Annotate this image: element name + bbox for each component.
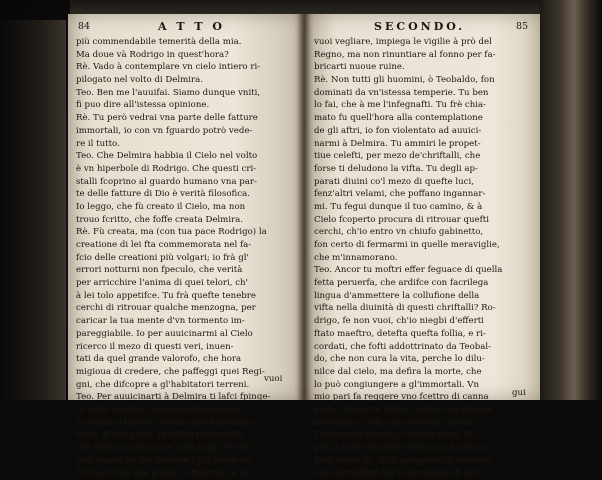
- text-line: de gli aftri, io fon violentato ad auuici-: [314, 125, 482, 136]
- text-line: te delle fatture di Dio è verità filosofica.: [76, 189, 250, 200]
- left-page: [68, 14, 304, 479]
- text-line: Torna, torna alle piume, ò Rodrigo, e fe: [76, 468, 248, 479]
- text-line: ftato maeftro, detefta quefta follia, e ri-: [314, 328, 486, 339]
- text-line: mato fu quell'hora alla contemplatione: [314, 113, 483, 124]
- text-line: caricar la tua mente d'vn tormento im-: [76, 316, 245, 327]
- text-line: à lei tolo appetifce. Tu frà quefte tenebre: [76, 290, 256, 301]
- text-line: cerchi, ch'io entro vn chiufo gabinetto,: [314, 227, 484, 238]
- text-line: lingua d'ammettere la collufione della: [314, 290, 480, 301]
- text-line: quei miracoli, ch'in paragone di Delmira,: [314, 455, 493, 466]
- text-line: narmi à Delmira. Tu ammiri le propet-: [314, 138, 481, 149]
- left-catchword: vuoi: [264, 374, 283, 384]
- text-line: fcio delle creationi più volgari; io frà gl': [76, 252, 249, 263]
- text-line: fetta peruerfa, che ardifce con facrilega: [314, 278, 489, 289]
- text-line: le ftanze d'Inferno, troua ogni fua delitia: [76, 417, 254, 428]
- text-line: vifta nella diuinità di questi chriftalli? Ro-: [314, 303, 496, 314]
- text-line: fi puo dire all'istessa opinione.: [76, 100, 210, 111]
- book-cover-left-edge: [0, 20, 66, 400]
- text-line: Teo. Che Delmira habbia il Cielo nel volto: [76, 151, 258, 162]
- text-line: fon certo di fermarmi in quelle meraviglie,: [314, 240, 500, 250]
- text-line: pilogato nel volto di Delmira.: [76, 75, 203, 86]
- text-line: Teo. Ancor tu moftri effer feguace di quella: [314, 265, 503, 276]
- text-line: Teo. Ben me l'auuifai. Siamo dunque vniti,: [76, 87, 261, 98]
- text-line: mio pari fa reggere vno fcettro di canna: [314, 392, 489, 403]
- book-cover-right-edge: [540, 0, 602, 400]
- text-line: fono fermiflimi foli in paragone di lan-: [314, 468, 480, 479]
- book-gutter: [298, 14, 310, 400]
- text-line: drigo, fe non vuoi, ch'io niegbi d'efferti: [314, 316, 484, 327]
- text-line: drai vanita da far delirare i più prudenti.: [76, 455, 254, 466]
- text-line: errori notturni non fpeculo, che verità: [76, 265, 243, 276]
- text-line: tiue celefti, per mezo de'chriftalli, che: [314, 151, 481, 162]
- text-line: ricerco il mezo di questi veri, inuen-: [76, 341, 234, 352]
- text-line: Regno, ma non rinuntiare al fonno per fa-: [314, 49, 496, 60]
- text-line: che m'innamorano.: [314, 252, 398, 263]
- left-running-head: A T T O: [158, 20, 225, 33]
- text-line: re il tutto.: [76, 138, 120, 149]
- text-line: per arricchire l'anima di quei telori, ch': [76, 278, 248, 289]
- text-line: lo fai, che à me l'infegnafti. Tu frè chia-: [314, 100, 487, 111]
- text-line: Rè. Tu però vedrai vna parte delle fatture: [76, 113, 258, 124]
- text-line: è vn hiperbole di Rodrigo. Che questi cri-: [76, 163, 257, 174]
- right-running-head: SECONDO.: [374, 20, 466, 33]
- text-line: forse ti deludono la vifta. Tu degli ap-: [314, 163, 478, 174]
- text-line: vuoi vegliare, impiega le vigilie à prò del: [314, 37, 492, 47]
- left-page-number: 84: [78, 21, 91, 32]
- text-line: nella Città d'vn bofco, dentro vna Reggia: [314, 404, 493, 415]
- text-line: dominati da vn'istessa temperie. Tu ben: [314, 87, 489, 98]
- text-line: entro al tuo petto. Io vedro meraviglie,: [76, 430, 246, 441]
- text-line: gni, che difcopre a gl'habitatori terreni.: [76, 379, 250, 390]
- text-line: creatione di lei fta commemorata nel fa-: [76, 240, 252, 250]
- text-line: cerchi di ritrouar qualche menzogna, per: [76, 303, 256, 314]
- text-line: fenz'altri velami, che poffano ingannar-: [314, 189, 486, 200]
- text-line: parati diuini co'l mezo di quefte luci,: [314, 176, 474, 187]
- text-line: re dalla Gelofia, la quale abbandonate: [76, 404, 243, 415]
- text-line: lo può congiungere a gl'immortali. Vn: [314, 379, 480, 390]
- right-page: [304, 14, 540, 479]
- text-line: Rè. Vado à contemplare vn cielo intiero ri-: [76, 62, 261, 73]
- text-line: Rè. Fù creata, ma (con tua pace Rodrigo) la: [76, 227, 267, 238]
- text-line: bricarti nuoue ruine.: [314, 62, 405, 73]
- text-line: più commendabile temerità della mia.: [76, 37, 242, 47]
- right-catchword: gui: [512, 388, 526, 398]
- right-page-text: [314, 36, 536, 480]
- text-line: pareggiabile. Io per auuicinarmi al Cielo: [76, 328, 253, 339]
- text-line: Teo. Per auuicinarti à Delmira ti lafci fpinge-: [76, 392, 271, 403]
- text-line: immortali, io con vn fguardo potrò vede-: [76, 125, 253, 136]
- text-line: Ma doue và Rodrigo in quest'hora?: [76, 49, 229, 60]
- text-line: d'vn'antro. Deh, caro Rodrigo, lafcia: [314, 417, 473, 428]
- text-line: Cielo fcoperto procura di ritrouar quefti: [314, 214, 489, 225]
- text-line: stalli fcoprino al guardo humano vna par-: [76, 176, 257, 187]
- text-line: l'intraprefo viaggio, viuiene meco fo-: [314, 430, 475, 441]
- text-line: nilce dal cielo, ma defira la morte, che: [314, 366, 482, 377]
- right-page-number: 85: [516, 21, 529, 32]
- text-line: tati da quel grande valorofo, che hora: [76, 354, 242, 365]
- text-line: do, che non cura la vita, perche lo dilu-: [314, 354, 485, 365]
- text-line: Io leggo, che fù creato il Cielo, ma non: [76, 201, 246, 212]
- text-line: trouo fcritto, che foffe creata Delmira.: [76, 214, 244, 225]
- text-line: Rè. Non tutti gli huomini, ò Teobaldo, fon: [314, 75, 495, 86]
- text-line: pra la torre di quefto Palazzo ad ofcurar: [314, 443, 490, 453]
- text-line: che fanno innamorare i più faggi. Tu ve-: [76, 443, 252, 453]
- left-page-text: [76, 36, 300, 480]
- text-line: cordati, che fofti addottrinato da Teobal-: [314, 341, 492, 352]
- text-line: mi. Tu fegui dunque il tuo camino, & à: [314, 201, 483, 212]
- text-line: migioua di credere, che paffeggi quei Regi-: [76, 366, 265, 377]
- book-cover-top-edge: [70, 0, 550, 14]
